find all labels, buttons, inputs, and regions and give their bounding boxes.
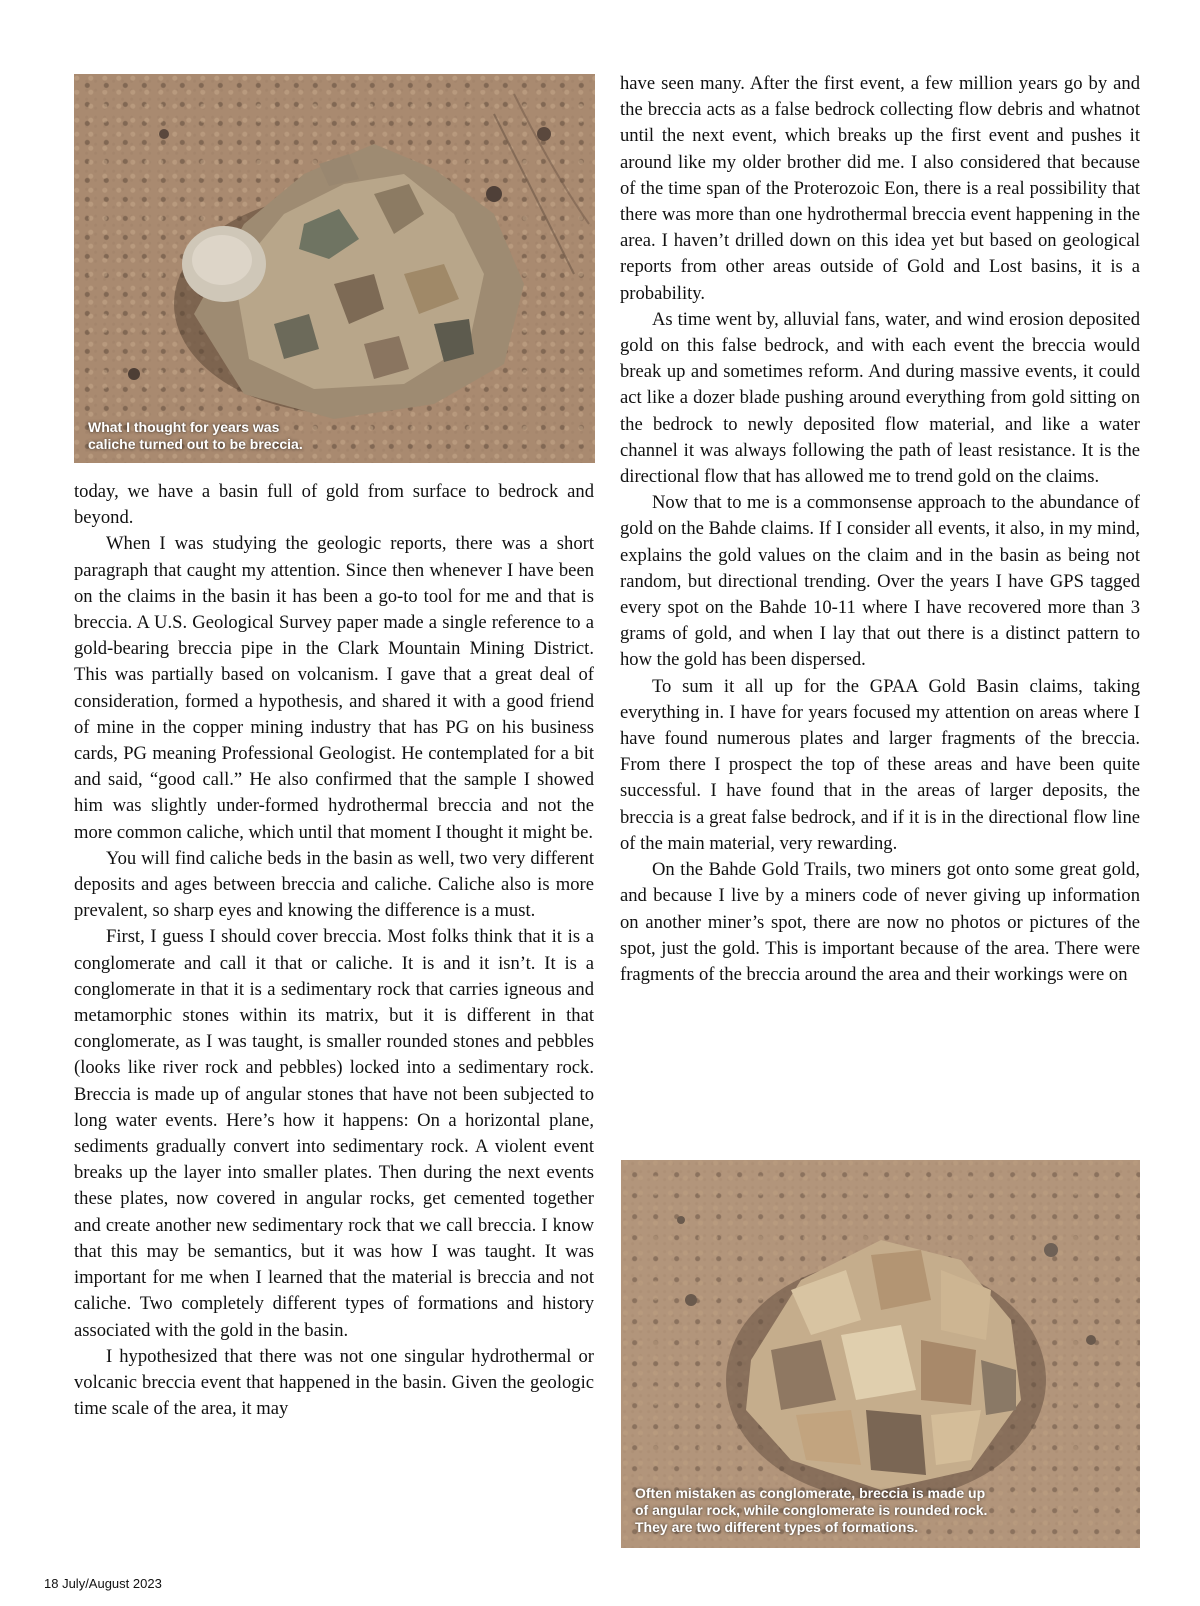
photo-caption <box>635 1485 987 1536</box>
paragraph: have seen many. After the first event, a few million years go by and the breccia acts as a false bedrock collecting flow debris and whatnot until the next event, which breaks up the first event and pushes it around like my older brother did me. I also considered that because of the time span of the Proterozoic Eon, there is a real possibility that there was more than one hydrothermal breccia event happening in the area. I haven’t drilled down on this idea yet but based on geological reports from other areas outside of Gold and Lost basins, it is a probability. <box>620 73 1140 304</box>
page-footer: 18 July/August 2023 <box>44 1576 162 1591</box>
paragraph: On the Bahde Gold Trails, two miners got onto some great gold, and because I live by a miners code of never giving up information on another miner’s spot, there are now no photos or pictures of the spot, just the gold. This is important because of the area. There were fragments of the breccia around the area and their workings were on <box>620 859 1140 985</box>
paragraph: First, I guess I should cover breccia. Most folks think that it is a conglomerate and call it that or caliche. It is and it isn’t. It is a conglomerate in that it is a sedimentary rock that carries igneous and metamorphic stones within its matrix, but it is different in that conglomerate, as I was taught, is smaller rounded stones and pebbles (looks like river rock and pebbles) locked into a sedimentary rock. Breccia is made up of angular stones that have not been subjected to long water events. Here’s how it happens: On a horizontal plane, sediments gradually convert into sedimentary rock. A violent event breaks up the layer into smaller plates. Then during the next events these plates, now covered in angular rocks, get cemented together and create another new sedimentary rock that we call breccia. I know that this may be semantics, but it was how I was taught. It was important for me when I learned that the material is breccia and not caliche. Two completely different types of formations and history associated with the gold in the basin. <box>74 926 594 1341</box>
photo-caption <box>88 419 303 453</box>
breccia-angular-photo <box>621 1160 1140 1548</box>
caption-line: What I thought for years was <box>88 419 280 435</box>
breccia-photo <box>74 74 595 463</box>
paragraph: Now that to me is a commonsense approach to the abundance of gold on the Bahde claims. If I consider all events, it also, in my mind, explains the gold values on the claim and in the basin as being not random, but directional trending. Over the years I have GPS tagged every spot on the Bahde 10-11 where I have recovered more than 3 grams of gold, and when I lay that out there is a distinct pattern to how the gold has been dispersed. <box>620 492 1140 671</box>
caption-line: of angular rock, while conglomerate is rounded rock. <box>635 1502 988 1518</box>
caption-line: caliche turned out to be breccia. <box>88 436 303 452</box>
paragraph: When I was studying the geologic reports, there was a short paragraph that caught my attention. Since then whenever I have been on the claims in the basin it has been a go-to tool for me and that is breccia. A U.S. Geological Survey paper made a single reference to a gold-bearing breccia pipe in the Clark Mountain Mining District. This was partially based on volcanism. I gave that a great deal of consideration, formed a hypothesis, and shared it with a good friend of mine in the copper mining industry that has PG on his business cards, PG meaning Professional Geologist. He contemplated for a bit and said, “good call.” He also confirmed that the sample I showed him was slightly under-formed hydrothermal breccia and not the more common caliche, which until that moment I thought it might be. <box>74 533 594 843</box>
paragraph: As time went by, alluvial fans, water, and wind erosion deposited gold on this false bedrock, and with each event the breccia would break up and sometimes reform. And during massive events, it could act like a dozer blade pushing around everything from gold sitting on the bedrock to newly deposited flow material, and like a water channel it was always following the path of least resistance. It is the directional flow that has allowed me to trend gold on the claims. <box>620 308 1140 488</box>
paragraph: today, we have a basin full of gold from surface to bedrock and beyond. <box>74 481 594 529</box>
article-column-left <box>74 479 594 1422</box>
caption-line: They are two different types of formations. <box>635 1519 919 1535</box>
article-column-right <box>620 71 1140 988</box>
caption-line: Often mistaken as conglomerate, breccia is made up <box>635 1485 986 1501</box>
paragraph: To sum it all up for the GPAA Gold Basin claims, taking everything in. I have for years focused my attention on areas where I have found numerous plates and larger fragments of the breccia. From there I prospect the top of these areas and have been quite successful. I have found that in the areas of larger deposits, the breccia is a great false bedrock, and if it is in the directional flow line of the main material, very rewarding. <box>620 675 1140 854</box>
paragraph: I hypothesized that there was not one singular hydrothermal or volcanic breccia event that happened in the basin. Given the geologic time scale of the area, it may <box>74 1345 594 1420</box>
breccia-rock-illustration <box>74 74 595 463</box>
paragraph: You will find caliche beds in the basin as well, two very different deposits and ages between breccia and caliche. Caliche also is more prevalent, so sharp eyes and knowing the difference is a must. <box>74 847 594 922</box>
